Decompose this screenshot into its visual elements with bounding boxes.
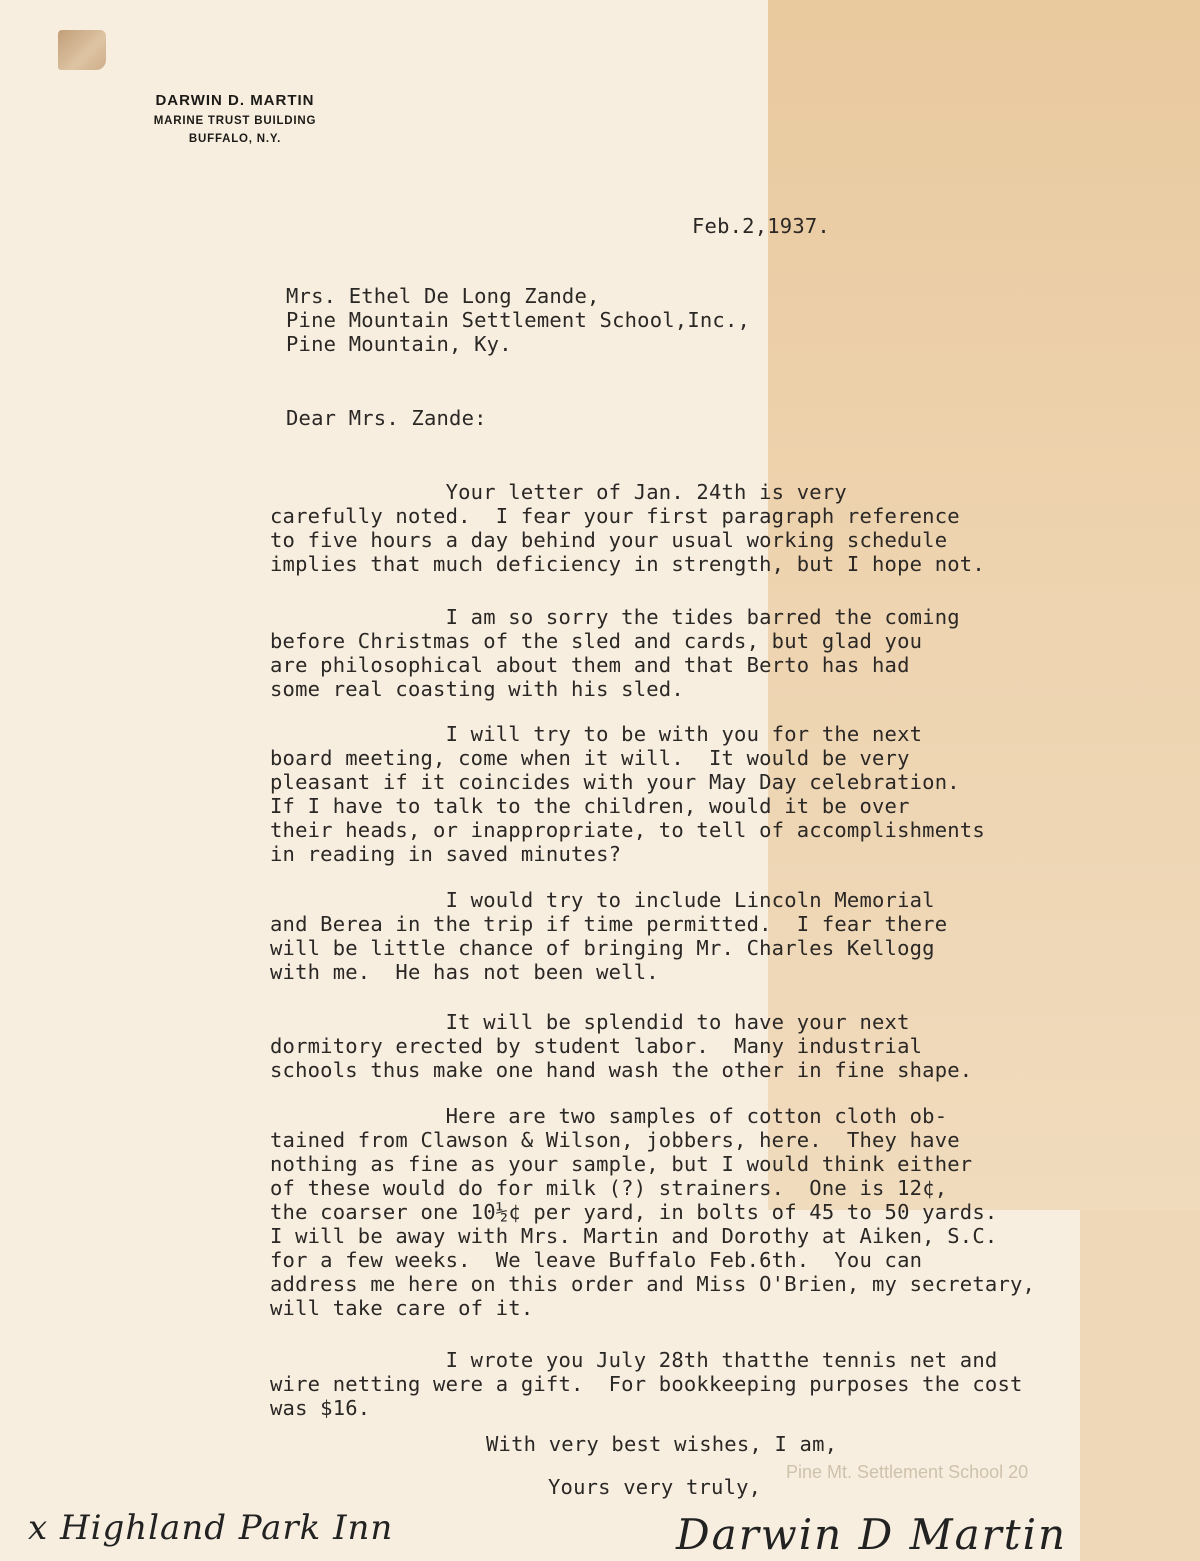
letterhead	[120, 92, 350, 145]
paragraph-5: It will be splendid to have your next dormitory erected by student labor. Many industrial schools thus make one hand wash the other in fine shape.	[270, 1010, 973, 1082]
letter-date: Feb.2,1937.	[692, 214, 830, 238]
paragraph-2: I am so sorry the tides barred the coming before Christmas of the sled and cards, but glad you are philosophical about them and that Berto has had some real coasting with his sled.	[270, 605, 960, 701]
paragraph-4: I would try to include Lincoln Memorial and Berea in the trip if time permitted. I fear there will be little chance of bringing Mr. Charles Kellogg with me. He has not been well.	[270, 888, 948, 984]
watermark: Pine Mt. Settlement School 20	[786, 1462, 1029, 1482]
closing-line: With very best wishes, I am,	[486, 1432, 838, 1456]
recipient-address	[286, 284, 750, 356]
letterhead-name: DARWIN D. MARTIN	[155, 92, 315, 109]
paragraph-3: I will try to be with you for the next board meeting, come when it will. It would be very pleasant if it coincides with your May Day celebration. If I have to talk to the children, would it be over their heads, or inappropriate, to tell of accomplishments in reading in saved minutes?	[270, 722, 985, 866]
recipient-line-1: Mrs. Ethel De Long Zande,	[286, 284, 600, 308]
recipient-line-3: Pine Mountain, Ky.	[286, 332, 512, 356]
recipient-line-2: Pine Mountain Settlement School,Inc.,	[286, 308, 751, 332]
sign-off: Yours very truly,	[548, 1475, 762, 1499]
aged-paper-stain-lower	[1080, 1210, 1200, 1561]
paragraph-1: Your letter of Jan. 24th is very carefully noted. I fear your first paragraph reference to five hours a day behind your usual working schedule implies that much deficiency in strength, but I hope not.	[270, 480, 985, 576]
handwritten-note: x Highland Park Inn	[28, 1508, 394, 1548]
letterhead-building: MARINE TRUST BUILDING	[153, 115, 317, 127]
paragraph-6: Here are two samples of cotton cloth ob- tained from Clawson & Wilson, jobbers, here. They have nothing as fine as your sample, but I would think either of these would do for milk (?) strainers. One is 12¢, the coarser one 10½¢ per yard, in bolts of 45 to 50 yards. I will be away with Mrs. Martin and Dorothy at Aiken, S.C. for a few weeks. We leave Buffalo Feb.6th. You can address me here on this order and Miss O'Brien, my secretary, will take care of it.	[270, 1104, 1036, 1320]
signature: Darwin D Martin	[676, 1510, 1068, 1559]
paragraph-7: I wrote you July 28th thatthe tennis net and wire netting were a gift. For bookkeeping purposes the cost was $16.	[270, 1348, 1023, 1420]
letterhead-city: BUFFALO, N.Y.	[188, 133, 282, 145]
tape-remnant	[58, 30, 106, 70]
salutation: Dear Mrs. Zande:	[286, 406, 487, 430]
